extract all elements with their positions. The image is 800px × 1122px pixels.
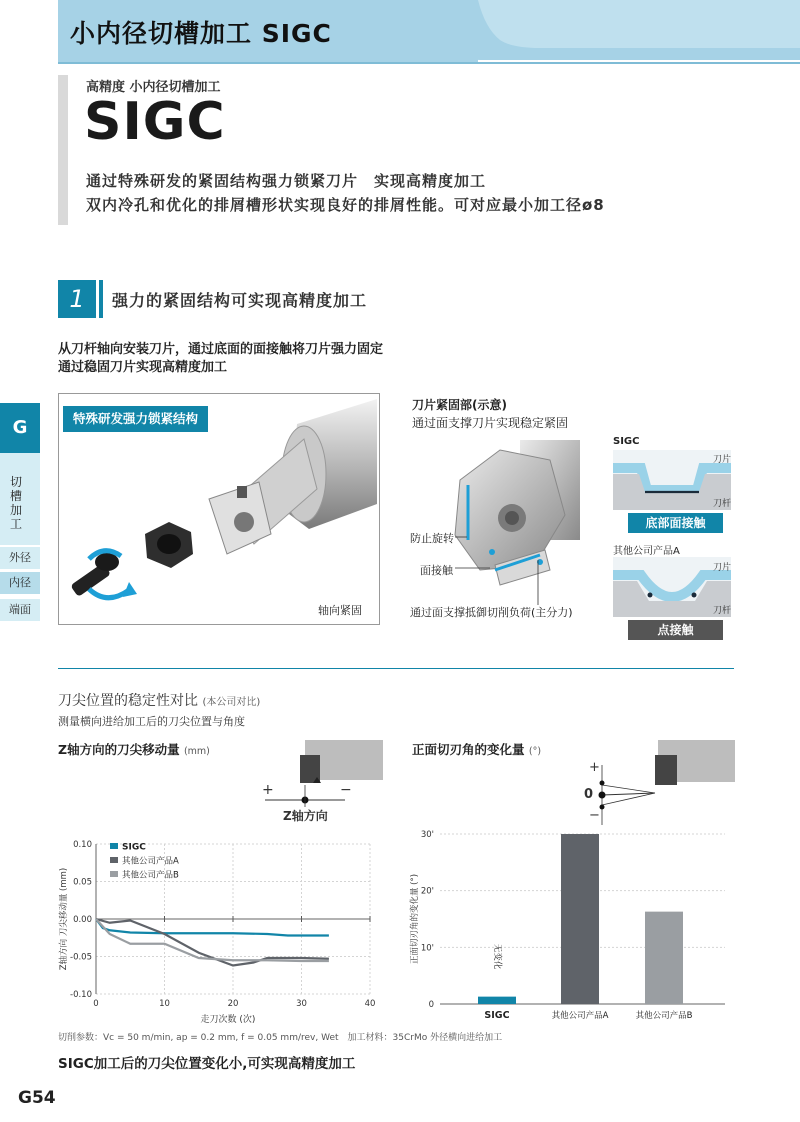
product-name: SIGC [84,92,226,152]
angle-zero-label: 0 [584,787,594,802]
section-accent [99,280,103,318]
right-chart-title: 正面切刃角的变化量 (°) [412,742,542,757]
y-tick-label: 10' [420,943,434,954]
label-face-contact: 面接触 [420,564,453,577]
legend-label-2: 其他公司产品A [122,856,179,867]
x-tick-label: 40 [364,999,376,1009]
sigc-insert-tag: 刀片 [713,455,732,465]
comparison-title: 刀尖位置的稳定性对比 (本公司对比) [58,693,261,709]
x-tick-label: 30 [296,999,307,1009]
clamp-leader-lines [455,505,545,605]
point-contact-box: 点接触 [628,620,723,640]
intro-accent-bar [58,75,68,225]
cutting-conditions-note: 切削参数：Vc = 50 m/min, ap = 0.2 mm, f = 0.05 mm/rev, Wet 加工材料：35CrMo 外径横向进给加工 [58,1033,503,1043]
category-label-1: SIGC [484,1010,510,1021]
side-tab-inner[interactable]: 内径 [0,571,40,594]
series-line-3 [96,919,329,961]
no-change-annotation: 无变化 [492,943,502,970]
category-label-2: 其他公司产品A [551,1011,609,1021]
bar-3 [645,912,683,1004]
x-tick-label: 20 [227,999,239,1009]
legend-label-1: SIGC [122,842,146,853]
section-desc-1: 从刀杆轴向安装刀片，通过底面的面接触将刀片强力固定 [58,342,384,357]
section-divider [58,668,734,669]
section-desc-2: 通过稳固刀片实现高精度加工 [58,360,228,375]
legend-swatch-1 [110,843,118,849]
contact-sigc-label: SIGC [613,436,640,447]
x-axis-label: 走刀次数 (次) [200,1015,256,1025]
y-tick-label: 0.10 [73,840,92,850]
page-number: G54 [18,1088,56,1108]
bar-2 [561,834,599,1004]
other-holder-tag: 刀杆 [713,606,732,616]
clamp-title: 刀片紧固部(示意) [412,398,507,412]
side-tab-vertical-label: 切槽加工 [10,475,23,531]
contact-other-label: 其他公司产品A [613,546,680,557]
left-chart-title: Z轴方向的刀尖移动量 (mm) [58,742,210,757]
face-contact-box: 底部面接触 [628,513,723,533]
x-tick-label: 10 [159,999,170,1009]
y-tick-label: 20' [420,886,434,897]
angle-minus-sign: − [589,808,600,823]
category-label-3: 其他公司产品B [635,1011,693,1021]
comparison-subtitle: 测量横向进给加工后的刀尖位置与角度 [58,715,245,728]
x-tick-label: 0 [93,999,99,1009]
legend-label-3: 其他公司产品B [122,870,179,881]
conclusion: SIGC加工后的刀尖位置变化小,可实现高精度加工 [58,1056,356,1072]
y-tick-label: 30' [420,830,434,840]
y-tick-label: 0.05 [73,877,92,888]
section-number: 1 [58,280,96,318]
y-axis-label: Z轴方向 刀尖移动量 (mm) [59,867,69,971]
z-minus-sign: − [340,782,352,798]
y-tick-label: -0.10 [70,990,92,1000]
label-cutting-force: 通过面支撑抵御切削负荷(主分力) [410,606,573,619]
other-insert-tag: 刀片 [713,563,732,573]
page-header-title: 小内径切槽加工 SIGC [70,19,332,48]
side-tab-outer[interactable]: 外径 [0,546,40,569]
side-tab-face[interactable]: 端面 [0,598,40,621]
axial-clamp-caption: 轴向紧固 [318,604,362,617]
y-tick-label: -0.05 [70,952,92,963]
label-anti-rotation: 防止旋转 [410,532,454,545]
lead-line-2: 双内冷孔和优化的排屑槽形状实现良好的排屑性能。可对应最小加工径ø8 [86,196,605,214]
lead-line-1: 通过特殊研发的紧固结构强力锁紧刀片 实现高精度加工 [86,172,487,190]
z-plus-sign: + [262,782,274,798]
y-axis-label: 正面切刃角的变化量 (°) [410,873,420,965]
structure-badge: 特殊研发强力锁紧结构 [63,406,208,432]
y-tick-label: 0 [428,1000,434,1010]
bar-1 [478,997,516,1004]
clamp-subtitle: 通过面支撑刀片实现稳定紧固 [412,416,569,430]
section-title: 强力的紧固结构可实现高精度加工 [112,291,368,310]
product-subtitle: 高精度 小内径切槽加工 [86,80,221,95]
angle-plus-sign: + [589,760,600,775]
legend-swatch-2 [110,857,118,863]
sigc-holder-tag: 刀杆 [713,499,732,509]
legend-swatch-3 [110,871,118,877]
y-tick-label: 0.00 [73,915,92,925]
cutting-edge-angle-bar-chart [405,822,735,1027]
side-tab-letter[interactable]: G [0,403,40,453]
angle-diagram [580,735,735,825]
tip-displacement-line-chart [58,830,388,1030]
z-axis-label: Z轴方向 [283,809,328,823]
